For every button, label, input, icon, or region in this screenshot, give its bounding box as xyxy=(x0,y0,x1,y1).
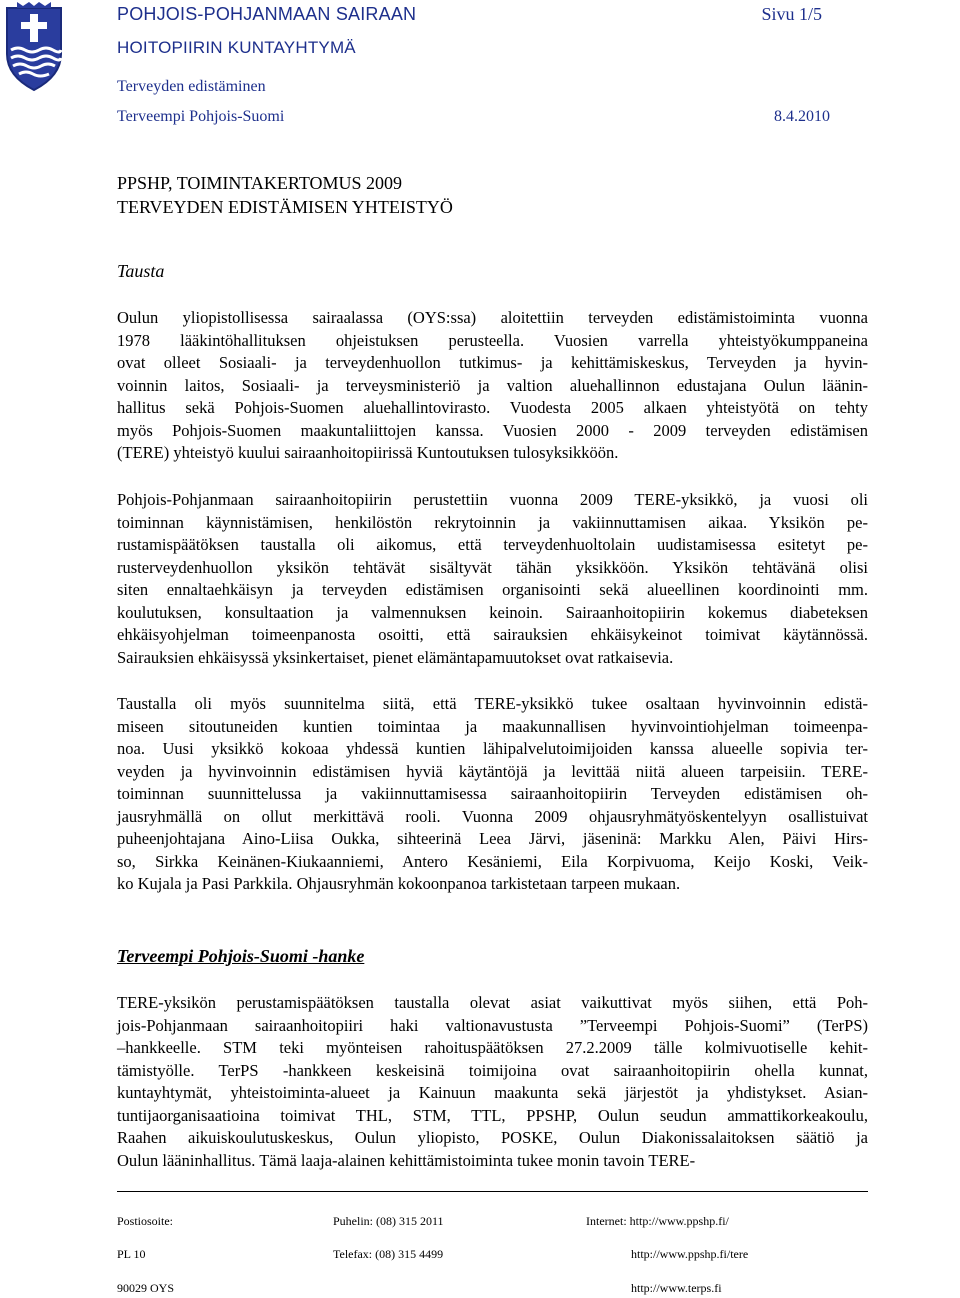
text-line: (TERE) yhteistyö kuului sairaanhoitopiirissä Kuntoutuksen tulosyksikköön. xyxy=(117,443,619,462)
document-title-line1: PPSHP, TOIMINTAKERTOMUS 2009 xyxy=(117,173,403,193)
text-line: kuntayhtymät, yhteistoiminta-alueet ja Kainuun maakunta sekä järjestöt ja yhdistykset. Asian- xyxy=(117,1083,868,1102)
coat-of-arms-icon xyxy=(3,2,65,92)
text-line: noa. Uusi yksikkö kokoaa yhdessä kuntien lähipalvelutoimijoiden kanssa alueelle sopivia ter- xyxy=(117,739,868,758)
text-line: ovat olleet Sosiaali- ja terveydenhuollon tutkimus- ja kehittämiskeskus, Terveyden ja hyvin- xyxy=(117,353,868,372)
text-line: toiminnan suunnittelussa ja vakiinnuttamisessa sairaanhoitopiirin Terveyden edistämisen oh- xyxy=(117,784,868,803)
section-heading-hanke: Terveempi Pohjois-Suomi -hanke xyxy=(117,946,365,966)
text-line: ko Kujala ja Pasi Parkkila. Ohjausryhmän kokoonpanoa tarkistetaan tarpeen mukaan. xyxy=(117,874,681,893)
text-line: voinnin laitos, Sosiaali- ja terveysministeriö ja valtion aluehallinnon edustajana Oulun läänin- xyxy=(117,375,868,395)
text-line: puheenjohtajana Aino-Liisa Oukka, sihteerinä Leea Järvi, jäseninä: Markku Alen, Päivi Hirs- xyxy=(117,829,868,848)
organization-name-line2: HOITOPIIRIN KUNTAYHTYMÄ xyxy=(117,38,356,57)
text-line: Sairauksien ehkäisyssä yksinkertaiset, pienet elämäntapamuutokset ovat ratkaisevia. xyxy=(117,647,674,667)
text-line: koulutuksen, konsultaation ja valmennuksen keinoin. Sairaanhoitopiirin kokemus diabeteksen xyxy=(117,602,868,622)
text-line: Oulun yliopistollisessa sairaalassa (OYS:ssa) aloitettiin terveyden edistämistoiminta vuonna xyxy=(117,308,868,327)
text-line: Taustalla oli myös suunnitelma siitä, että TERE-yksikkö tukee osaltaan hyvinvoinnin edistä- xyxy=(117,694,868,713)
text-line: veyden ja hyvinvoinnin edistämisen hyviä käytäntöjä ja levittää niitä alueen tarpeisiin. TERE- xyxy=(117,761,868,781)
text-line: –hankkeelle. STM teki myönteisen rahoituspäätöksen 27.2.2009 tälle kolmivuotiselle kehit- xyxy=(117,1038,868,1057)
footer-postcode: 90029 OYS xyxy=(117,1281,175,1295)
text-line: miseen sitoutuneiden kuntien toimintaa ja maakunnallisen hyvinvointiohjelman toimeenpa- xyxy=(117,716,868,736)
text-line: Raahen aikuiskoulutuskeskus, Oulun yliopisto, POSKE, Oulun Diakonissalaitoksen säätiö ja xyxy=(117,1128,868,1147)
text-line: TERE-yksikön perustamispäätöksen taustalla olevat asiat vaikuttivat myös siihen, että Poh- xyxy=(117,993,868,1012)
footer-divider xyxy=(117,1191,868,1192)
footer-link-tere[interactable]: http://www.ppshp.fi/tere xyxy=(631,1247,749,1261)
footer-link-terps[interactable]: http://www.terps.fi xyxy=(631,1281,722,1295)
text-line: siten ennaltaehkäisyn ja terveyden edistämisen organisointi sekä alueellinen koordinointi mm. xyxy=(117,580,868,599)
text-line: ehkäisyohjelman toimeenpanosta osoitti, että sairauksien ehkäisykeinot toimivat käytännössä. xyxy=(117,625,868,644)
text-line: rusterveydenhuollon yksikön tehtävät sisältyvät tähän yksikköön. Yksikön tehtävänä olisi xyxy=(117,557,868,577)
footer-po-box: PL 10 xyxy=(117,1247,146,1261)
section-heading-tausta: Tausta xyxy=(117,261,165,281)
document-title xyxy=(117,171,453,219)
footer-phone: Puhelin: (08) 315 2011 xyxy=(333,1214,444,1228)
document-title-line2: TERVEYDEN EDISTÄMISEN YHTEISTYÖ xyxy=(117,197,453,217)
page-number: Sivu 1/5 xyxy=(761,4,822,24)
paragraph-terps-project xyxy=(117,992,868,1172)
paragraph-background xyxy=(117,307,868,465)
footer-postal-label: Postiosoite: xyxy=(117,1214,174,1228)
text-line: rustamispäätöksen taustalla oli aikomus, että terveydenhuoltolain uudistamisessa esitetyt pe- xyxy=(117,535,868,554)
text-line: tämistyölle. TerPS -hankkeen keskeisinä toimijoina ovat sairaanhoitopiirin ohella kunnat, xyxy=(117,1060,868,1080)
text-line: jausryhmällä on ollut merkittävä rooli. Vuonna 2009 ohjausryhmätyöskentelyyn osallistuivat xyxy=(117,806,868,826)
text-line: toiminnan käynnistämisen, henkilöstön rekrytoinnin ja vakiinnuttamisen aikaa. Yksikön pe- xyxy=(117,512,868,532)
text-line: hallitus sekä Pohjois-Suomen aluehallintovirasto. Vuodesta 2005 alkaen yhteistyötä on tehty xyxy=(117,398,868,417)
paragraph-steering-group xyxy=(117,693,868,896)
text-line: Pohjois-Pohjanmaan sairaanhoitopiirin perustettiin vuonna 2009 TERE-yksikkö, ja vuosi oli xyxy=(117,490,868,509)
paragraph-tere-unit xyxy=(117,489,868,669)
text-line: myös Pohjois-Suomen maakuntaliittojen kanssa. Vuosien 2000 - 2009 terveyden edistämisen xyxy=(117,420,868,440)
organization-name-line1: POHJOIS-POHJANMAAN SAIRAAN xyxy=(117,4,417,24)
text-line: 1978 lääkintöhallituksen ohjeistuksen perusteella. Vuosien varrella yhteistyökumppaneina xyxy=(117,330,868,350)
text-line: Oulun lääninhallitus. Tämä laaja-alainen kehittämistoiminta tukee monin tavoin TERE- xyxy=(117,1150,696,1170)
footer-fax: Telefax: (08) 315 4499 xyxy=(333,1247,444,1261)
project-name: Terveempi Pohjois-Suomi xyxy=(117,108,285,125)
unit-name: Terveyden edistäminen xyxy=(117,78,266,95)
text-line: so, Sirkka Keinänen-Kiukaanniemi, Antero Kesäniemi, Eila Korpivuoma, Keijo Koski, Veik- xyxy=(117,851,868,871)
footer-internet: Internet: http://www.ppshp.fi/ xyxy=(586,1214,729,1228)
text-line: jois-Pohjanmaan sairaanhoitopiiri haki valtionavustusta ”Terveempi Pohjois-Suomi” (TerPS) xyxy=(117,1015,868,1035)
document-date: 8.4.2010 xyxy=(774,108,830,125)
text-line: tuntijaorganisaatioina toimivat THL, STM, TTL, PPSHP, Oulun seudun ammattikorkeakoulu, xyxy=(117,1105,868,1125)
